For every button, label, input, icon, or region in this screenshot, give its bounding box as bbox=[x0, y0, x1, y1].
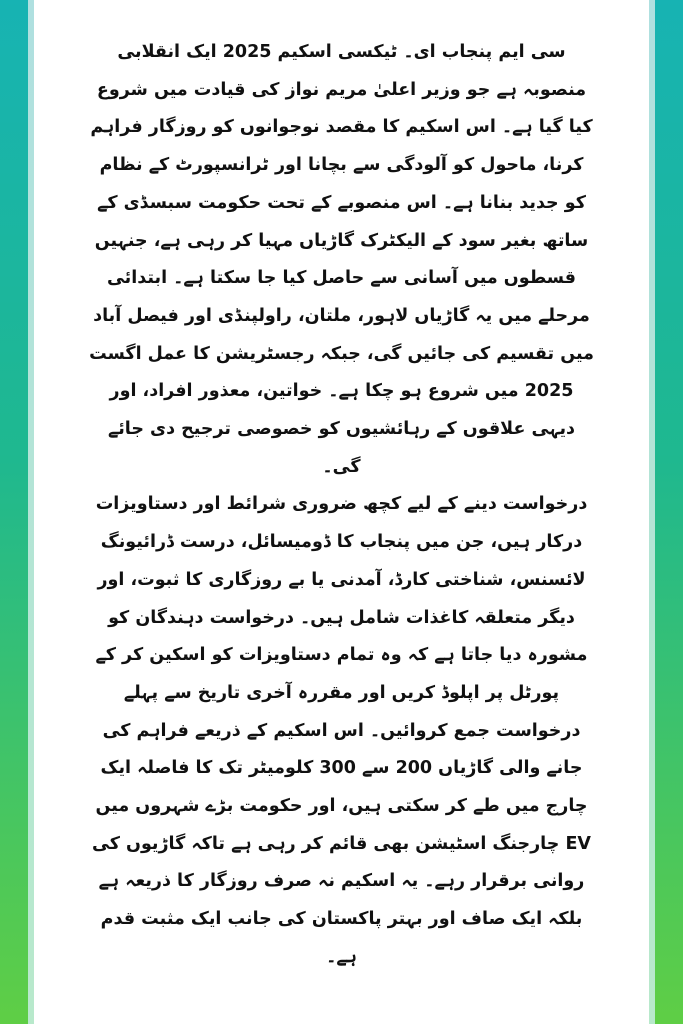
article-paragraph-2: درخواست دینے کے لیے کچھ ضروری شرائط اور دستاویزات درکار ہیں، جن میں پنجاب کا ڈومیسائل، درست ڈرائیونگ لائسنس، شناختی کارڈ، آمدنی یا بے روزگاری کا ثبوت، اور دیگر متعلقہ کاغذات شامل ہیں۔ درخواست دہندگان کو مشورہ دیا جاتا ہے کہ وہ تمام دستاویزات کو اسکین کر کے پورٹل پر اپلوڈ کریں اور مقررہ آخری تاریخ سے پہلے درخواست جمع کروائیں۔ اس اسکیم کے ذریعے فراہم کی جانے والی گاڑیاں 200 سے 300 کلومیٹر تک کا فاصلہ ایک چارج میں طے کر سکتی ہیں، اور حکومت بڑے شہروں میں EV چارجنگ اسٹیشن بھی قائم کر رہی ہے تاکہ گاڑیوں کی روانی برقرار رہے۔ یہ اسکیم نہ صرف روزگار کا ذریعہ ہے بلکہ ایک صاف اور بہتر پاکستان کی جانب ایک مثبت قدم ہے۔ bbox=[92, 494, 591, 967]
left-stripe-shadow bbox=[28, 0, 34, 1024]
right-stripe-shadow bbox=[649, 0, 655, 1024]
right-decorative-stripe bbox=[655, 0, 683, 1024]
article-paragraph-1: سی ایم پنجاب ای۔ ٹیکسی اسکیم 2025 ایک انقلابی منصوبہ ہے جو وزیر اعلیٰ مریم نواز کی قیادت میں شروع کیا گیا ہے۔ اس اسکیم کا مقصد نوجوانوں کو روزگار فراہم کرنا، ماحول کو آلودگی سے بچانا اور ٹرانسپورٹ کے نظام کو جدید بنانا ہے۔ اس منصوبے کے تحت حکومت سبسڈی کے ساتھ بغیر سود کے الیکٹرک گاڑیاں مہیا کر رہی ہے، جنہیں قسطوں میں آسانی سے حاصل کیا جا سکتا ہے۔ ابتدائی مرحلے میں یہ گاڑیاں لاہور، ملتان، راولپنڈی اور فیصل آباد میں تقسیم کی جائیں گی، جبکہ رجسٹریشن کا عمل اگست 2025 میں شروع ہو چکا ہے۔ خواتین، معذور افراد، اور دیہی علاقوں کے رہائشیوں کو خصوصی ترجیح دی جائے گی۔ bbox=[89, 42, 594, 477]
left-decorative-stripe bbox=[0, 0, 28, 1024]
article-body bbox=[88, 34, 595, 1004]
